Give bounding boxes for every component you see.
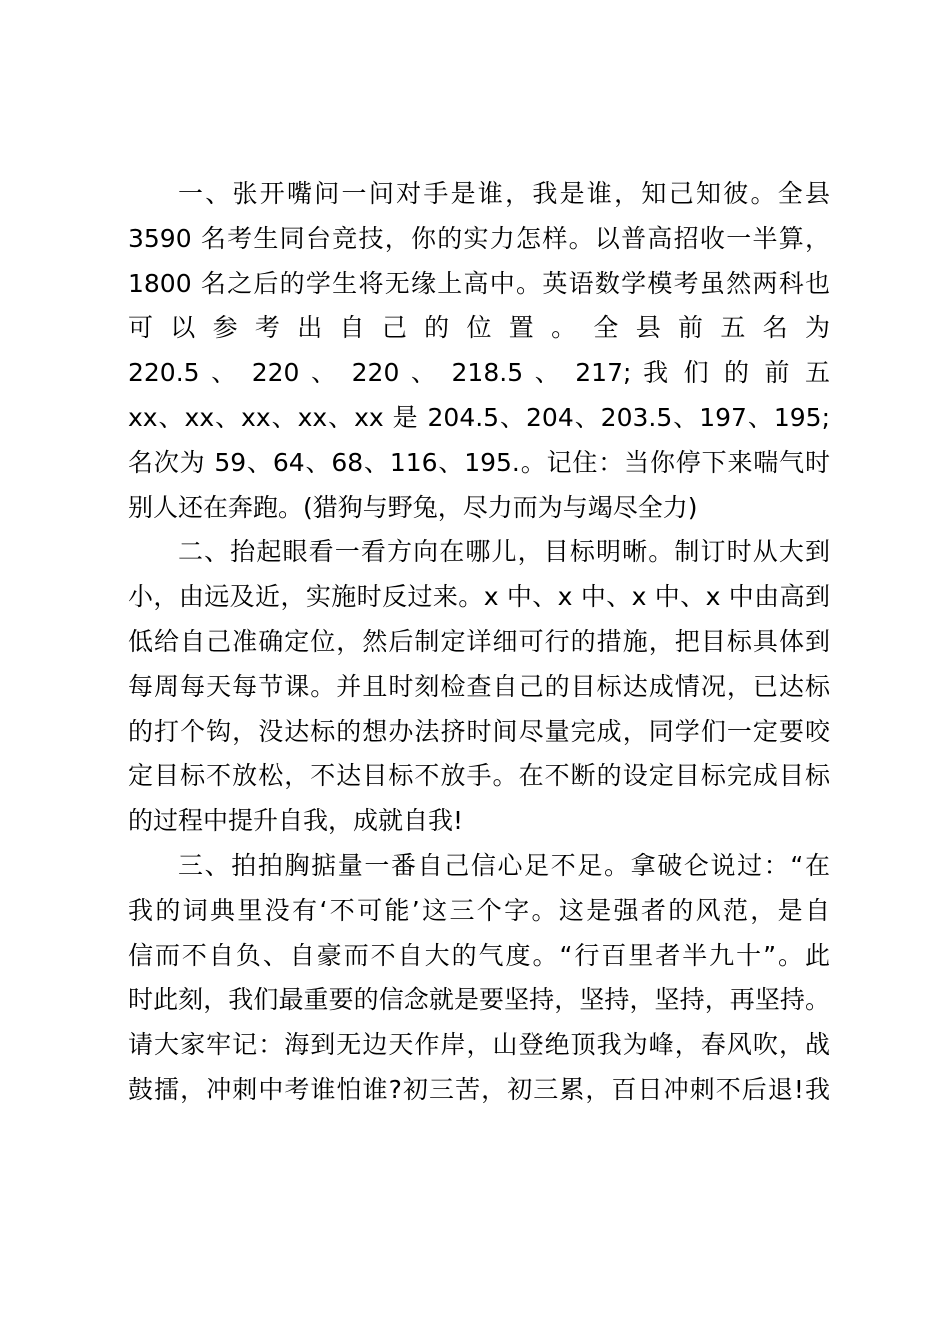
text-line: 3590 名考生同台竞技，你的实力怎样。以普高招收一半算，: [128, 223, 830, 253]
text-line: 二、抬起眼看一看方向在哪儿，目标明晰。制订时从大到: [178, 537, 830, 567]
document-body: [128, 172, 830, 1113]
paragraph-three: [128, 844, 830, 1113]
paragraph-two: [128, 530, 830, 844]
text-line: 名次为 59、64、68、116、195.。记住：当你停下来喘气时: [128, 447, 830, 477]
text-line: 鼓擂，冲刺中考谁怕谁?初三苦，初三累，百日冲刺不后退!我: [128, 1074, 830, 1104]
text-line: 的过程中提升自我，成就自我!: [128, 806, 464, 836]
text-line: 1800 名之后的学生将无缘上高中。英语数学模考虽然两科也: [128, 268, 830, 298]
text-line: 我的词典里没有‘不可能’这三个字。这是强者的风范，是自: [128, 895, 830, 925]
text-line: 别人还在奔跑。(猎狗与野兔，尽力而为与竭尽全力): [128, 492, 698, 522]
text-line: 小，由远及近，实施时反过来。x 中、x 中、x 中、x 中由高到: [128, 582, 830, 612]
text-line: 每周每天每节课。并且时刻检查自己的目标达成情况，已达标: [128, 671, 830, 701]
text-line: 可 以 参 考 出 自 己 的 位 置 。 全 县 前 五 名 为: [128, 313, 830, 343]
text-line: 定目标不放松，不达目标不放手。在不断的设定目标完成目标: [128, 761, 830, 791]
text-line: 信而不自负、自豪而不自大的气度。“行百里者半九十”。此: [128, 940, 830, 970]
text-line: xx、xx、xx、xx、xx 是 204.5、204、203.5、197、195;: [128, 402, 830, 432]
text-line: 低给自己准确定位，然后制定详细可行的措施，把目标具体到: [128, 626, 830, 656]
text-line: 三、拍拍胸掂量一番自己信心足不足。拿破仑说过：“在: [178, 850, 830, 880]
text-line: 220.5 、 220 、 220 、 218.5 、 217; 我 们 的 前 五: [128, 358, 830, 388]
text-line: 请大家牢记：海到无边天作岸，山登绝顶我为峰，春风吹，战: [128, 1030, 830, 1060]
paragraph-one: [128, 172, 830, 530]
text-line: 时此刻，我们最重要的信念就是要坚持，坚持，坚持，再坚持。: [128, 985, 830, 1015]
text-line: 的打个钩，没达标的想办法挤时间尽量完成，同学们一定要咬: [128, 716, 830, 746]
text-line: 一、张开嘴问一问对手是谁，我是谁，知己知彼。全县: [178, 179, 830, 208]
